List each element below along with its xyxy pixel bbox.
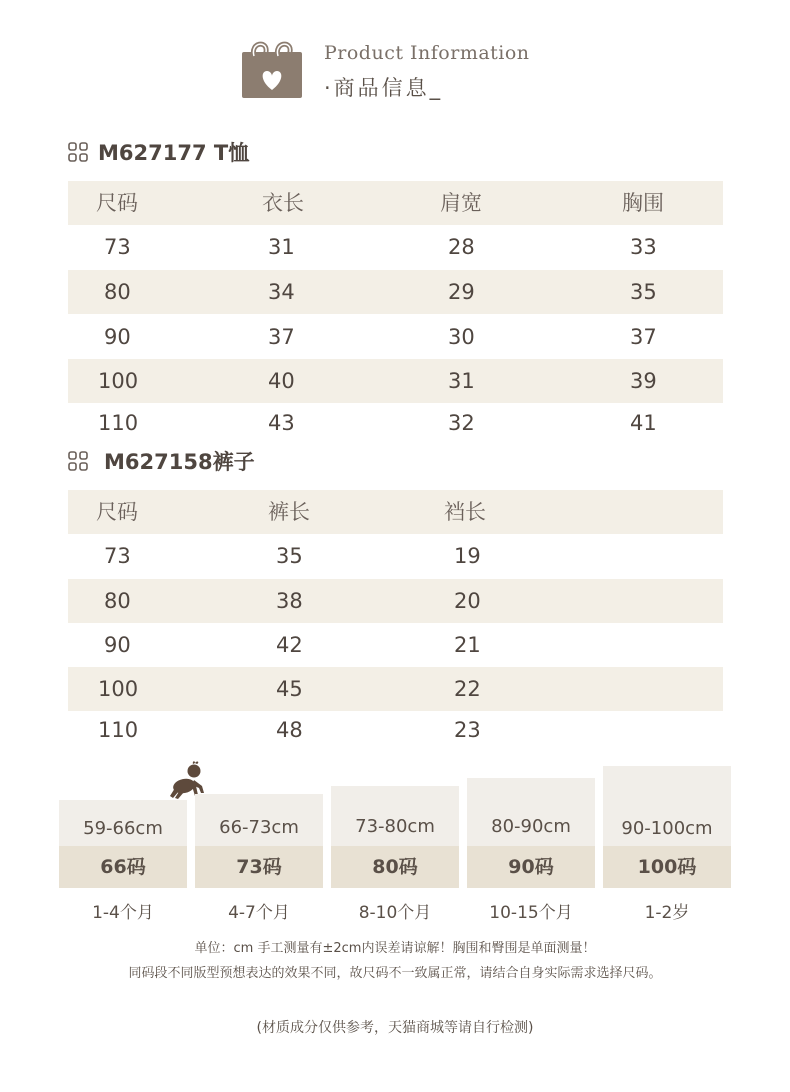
- header-title-zh: ·商品信息_: [324, 76, 444, 100]
- table-cell: 32: [448, 411, 475, 435]
- table-cell: 45: [276, 677, 303, 701]
- table-cell: 28: [448, 235, 475, 259]
- table-row: [68, 225, 723, 269]
- table-cell: 22: [454, 677, 481, 701]
- age-label: 8-10个月: [358, 903, 432, 923]
- table-row: [68, 579, 723, 623]
- age-label: 1-4个月: [92, 903, 154, 923]
- column-header: 胸围: [622, 191, 664, 215]
- column-header: 衣长: [262, 191, 304, 215]
- size-label: 100码: [603, 846, 731, 888]
- table-header-row: [68, 490, 723, 534]
- table-cell: 38: [276, 589, 303, 613]
- table-row: [68, 708, 723, 752]
- measurement-note: 单位：cm 手工测量有±2cm内误差请谅解！胸围和臀围是单面测量！: [194, 941, 596, 956]
- age-label: 4-7个月: [228, 903, 290, 923]
- column-header: 尺码: [96, 500, 138, 524]
- age-label: 1-2岁: [644, 903, 690, 923]
- height-range-label: 73-80cm: [355, 816, 435, 837]
- size-label: 66码: [59, 846, 187, 888]
- material-disclaimer: (材质成分仅供参考，天猫商城等请自行检测): [256, 1020, 534, 1036]
- table-cell: 41: [630, 411, 657, 435]
- table-row: [68, 315, 723, 359]
- size-label: 90码: [467, 846, 595, 888]
- table-cell: 37: [268, 325, 295, 349]
- table-header-row: [68, 181, 723, 225]
- table-cell: 80: [104, 280, 131, 304]
- pants-title-text: M627158裤子: [104, 450, 255, 474]
- table-cell: 39: [630, 369, 657, 393]
- table-cell: 33: [630, 235, 657, 259]
- column-header: 裆长: [444, 500, 486, 524]
- product-info-header: [240, 38, 570, 102]
- table-row: [68, 534, 723, 578]
- tshirt-section-title: [68, 137, 249, 167]
- table-cell: 90: [104, 633, 131, 657]
- pants-section-title: [68, 446, 255, 476]
- shopping-bag-heart-icon: [240, 38, 304, 100]
- table-cell: 35: [630, 280, 657, 304]
- size-variance-note: 同码段不同版型预想表达的效果不同，故尺码不一致属正常，请结合自身实际需求选择尺码。: [128, 966, 662, 981]
- tshirt-title-text: M627177 T恤: [98, 141, 250, 165]
- table-cell: 30: [448, 325, 475, 349]
- height-range-label: 80-90cm: [491, 816, 571, 837]
- four-squares-icon: [68, 142, 88, 162]
- size-label: 80码: [331, 846, 459, 888]
- table-cell: 31: [448, 369, 475, 393]
- table-row: [68, 401, 723, 445]
- table-cell: 37: [630, 325, 657, 349]
- age-label: 10-15个月: [489, 903, 573, 923]
- table-cell: 31: [268, 235, 295, 259]
- size-age-stepper: [0, 760, 790, 940]
- table-cell: 80: [104, 589, 131, 613]
- table-row: [68, 270, 723, 314]
- table-cell: 34: [268, 280, 295, 304]
- table-cell: 100: [98, 369, 139, 393]
- table-cell: 48: [276, 718, 303, 742]
- height-range-label: 66-73cm: [219, 817, 299, 838]
- table-cell: 35: [276, 544, 303, 568]
- table-row: [68, 359, 723, 403]
- table-cell: 110: [98, 718, 139, 742]
- table-cell: 19: [454, 544, 481, 568]
- table-cell: 73: [104, 235, 131, 259]
- table-cell: 23: [454, 718, 481, 742]
- table-cell: 20: [454, 589, 481, 613]
- table-cell: 90: [104, 325, 131, 349]
- column-header: 肩宽: [440, 191, 482, 215]
- table-cell: 29: [448, 280, 475, 304]
- height-range-label: 90-100cm: [621, 818, 713, 839]
- size-label: 73码: [195, 846, 323, 888]
- table-cell: 73: [104, 544, 131, 568]
- four-squares-icon: [68, 451, 88, 471]
- column-header: 尺码: [96, 191, 138, 215]
- table-cell: 43: [268, 411, 295, 435]
- height-range-label: 59-66cm: [83, 818, 163, 839]
- table-cell: 40: [268, 369, 295, 393]
- table-row: [68, 667, 723, 711]
- table-cell: 110: [98, 411, 139, 435]
- table-cell: 42: [276, 633, 303, 657]
- table-cell: 100: [98, 677, 139, 701]
- table-row: [68, 623, 723, 667]
- table-cell: 21: [454, 633, 481, 657]
- column-header: 裤长: [268, 500, 310, 524]
- header-title-en: Product Information: [324, 42, 530, 64]
